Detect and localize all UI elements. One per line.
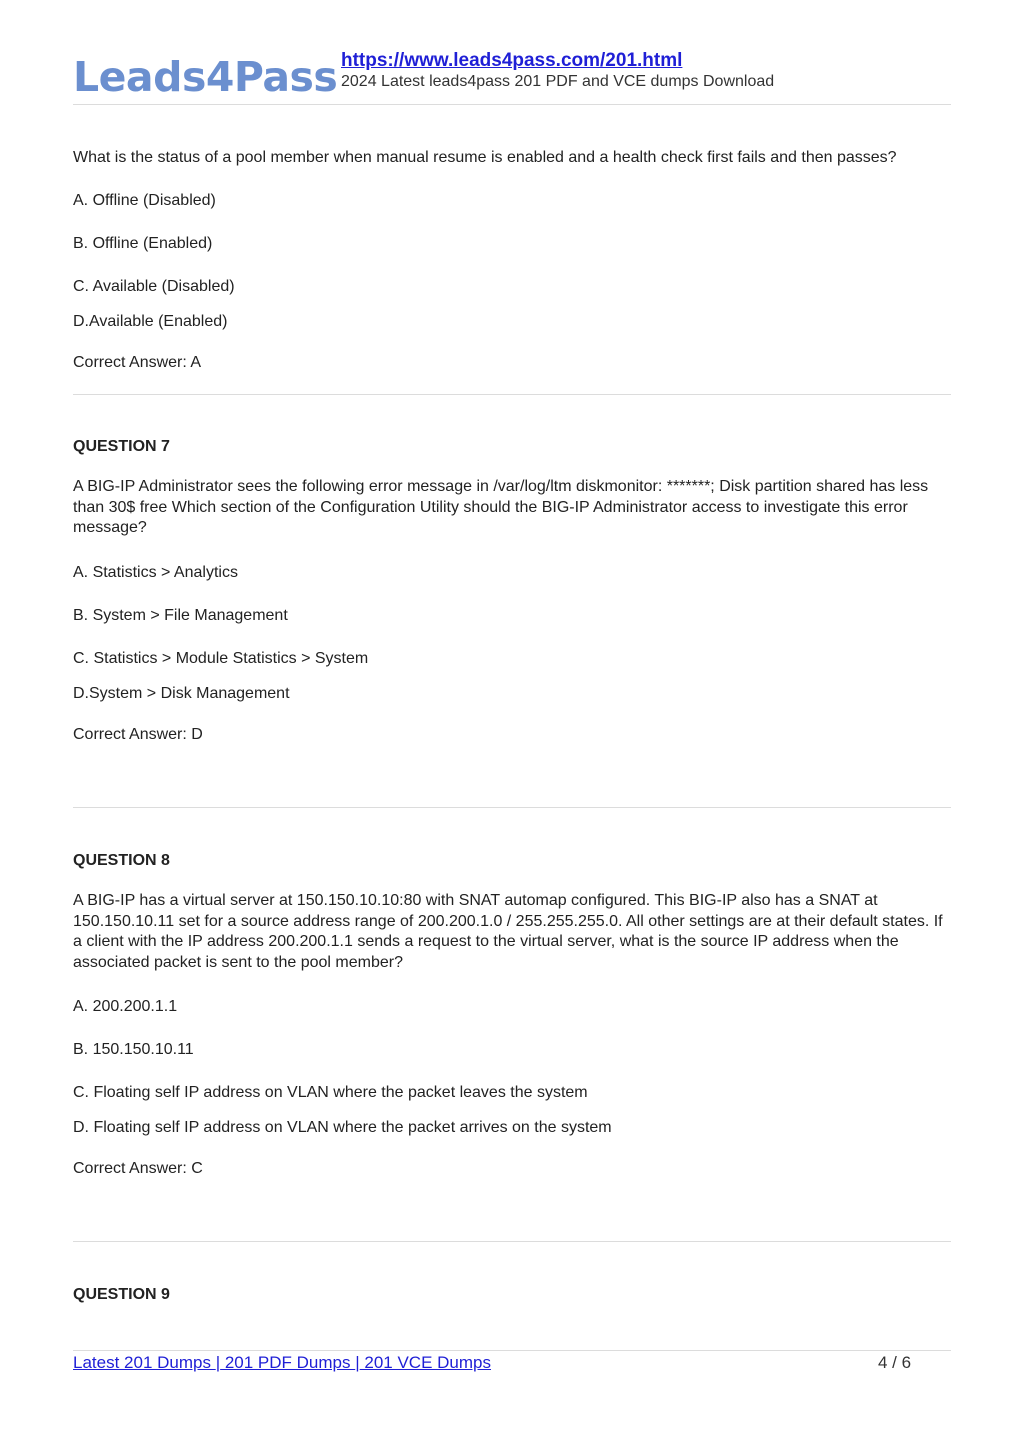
q7-option-b: B. System > File Management [73, 607, 288, 624]
q6-option-b: B. Offline (Enabled) [73, 235, 213, 252]
q9-heading: QUESTION 9 [73, 1286, 170, 1303]
q7-option-d: D.System > Disk Management [73, 685, 290, 702]
vce-dumps-link[interactable]: 201 VCE Dumps [359, 1353, 491, 1372]
q6-option-a: A. Offline (Disabled) [73, 192, 216, 209]
q8-option-b: B. 150.150.10.11 [73, 1041, 194, 1058]
q8-option-c: C. Floating self IP address on VLAN where the packet leaves the system [73, 1084, 588, 1101]
q7-option-a: A. Statistics > Analytics [73, 564, 238, 581]
q6-question-text: What is the status of a pool member when manual resume is enabled and a health check first fails and then passes? [73, 149, 897, 166]
pdf-dumps-link[interactable]: 201 PDF Dumps [220, 1353, 356, 1372]
q8-correct-answer: Correct Answer: C [73, 1160, 203, 1177]
page-number: 4 / 6 [878, 1353, 912, 1372]
q7-correct-answer: Correct Answer: D [73, 726, 203, 743]
footer-divider [73, 1350, 951, 1351]
q7-option-c: C. Statistics > Module Statistics > System [73, 650, 369, 667]
latest-dumps-link[interactable]: Latest 201 Dumps [73, 1353, 216, 1372]
q8-question-text: A BIG-IP has a virtual server at 150.150.10.10:80 with SNAT automap configured. This BIG-IP also has a SNAT at 150.150.10.11 set for a source address range of 200.200.1.0 / 255.255.255.0. All other settings are at their default states. If a client with the IP address 200.200.1.1 sends a request to the virtual server, what is the source IP address when the associated packet is sent to the pool member? [73, 892, 943, 971]
q6-correct-answer: Correct Answer: A [73, 354, 202, 371]
q7-heading: QUESTION 7 [73, 438, 170, 455]
q6-option-d: D.Available (Enabled) [73, 313, 228, 330]
q8-heading: QUESTION 8 [73, 852, 170, 869]
footer-separator: | [355, 1353, 360, 1372]
footer-separator: | [215, 1353, 221, 1372]
leads4pass-logo: Leads4Pass [73, 53, 338, 101]
header-subtitle: 2024 Latest leads4pass 201 PDF and VCE dumps Download [341, 73, 775, 90]
q8-option-d: D. Floating self IP address on VLAN where the packet arrives on the system [73, 1119, 612, 1136]
section-divider [73, 1241, 951, 1242]
header-divider [73, 104, 951, 105]
header-url-link[interactable]: https://www.leads4pass.com/201.html [341, 50, 683, 71]
section-divider [73, 394, 951, 395]
q6-option-c: C. Available (Disabled) [73, 278, 235, 295]
section-divider [73, 807, 951, 808]
q7-question-text: A BIG-IP Administrator sees the following error message in /var/log/ltm diskmonitor: *******; Disk partition shared has less than 30$ free Which section of the Configuration Utility should the BIG-IP Administrator access to investigate this error message? [73, 478, 929, 536]
footer-links [73, 1353, 491, 1373]
q8-option-a: A. 200.200.1.1 [73, 998, 178, 1015]
